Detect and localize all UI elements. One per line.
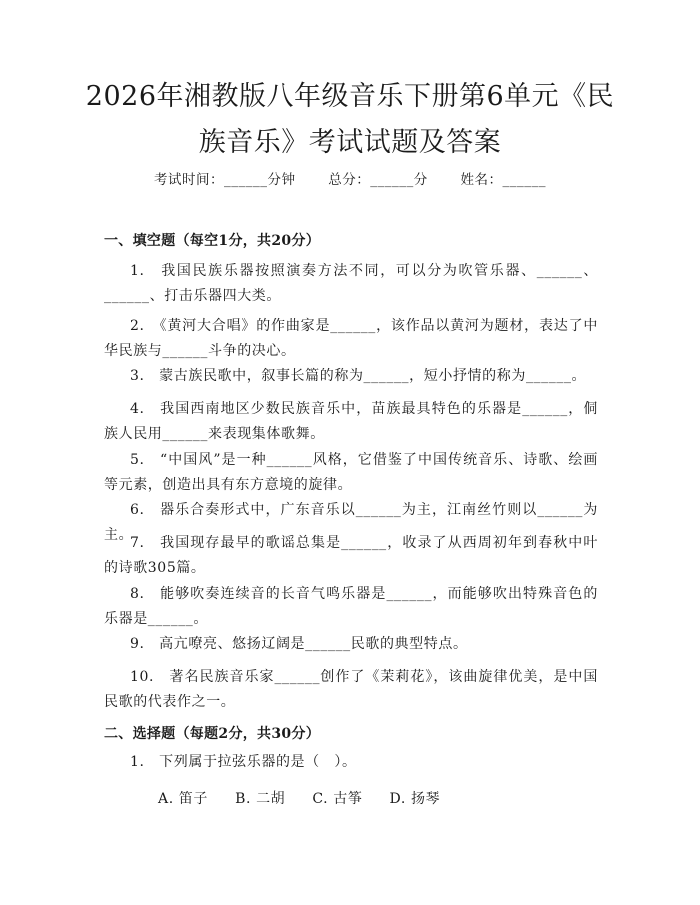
section-heading-fill-blank: 一、填空题（每空1分，共20分） — [104, 233, 321, 249]
question-3: 3. 蒙古族民歌中，叙事长篇的称为______，短小抒情的称为______。 — [130, 368, 587, 384]
title-line-1: 2026年湘教版八年级音乐下册第6单元《民 — [85, 81, 615, 112]
question-9: 9. 高亢嘹亮、悠扬辽阔是______民歌的典型特点。 — [130, 636, 468, 652]
question-6: 6. 器乐合奏形式中，广东音乐以______为主，江南丝竹则以______为主。 — [104, 502, 598, 543]
question-7: 7. 我国现存最早的歌谣总集是______，收录了从西周初年到春秋中叶的诗歌305篇。 — [104, 535, 598, 576]
question-1: 1. 我国民族乐器按照演奏方法不同，可以分为吹管乐器、______、______、打击乐器四大类。 — [104, 263, 598, 304]
section-heading-multiple-choice: 二、选择题（每题2分，共30分） — [104, 726, 321, 742]
question-8: 8. 能够吹奏连续音的长音气鸣乐器是______，而能够吹出特殊音色的乐器是______。 — [104, 586, 598, 627]
question-10: 10. 著名民族音乐家______创作了《茉莉花》，该曲旋律优美，是中国民歌的代表作之一。 — [104, 669, 598, 710]
choice-options — [158, 788, 462, 808]
option-c: C. 古筝 — [312, 791, 363, 807]
choice-question-1: 1. 下列属于拉弦乐器的是（ ）。 — [130, 754, 357, 770]
exam-meta — [0, 168, 700, 188]
question-5: 5. “中国风”是一种______风格，它借鉴了中国传统音乐、诗歌、绘画等元素，创造出具有东方意境的旋律。 — [104, 452, 598, 493]
student-name-field: 姓名：______ — [460, 172, 547, 188]
total-score-field: 总分：______分 — [328, 172, 428, 188]
question-4: 4. 我国西南地区少数民族音乐中，苗族最具特色的乐器是______，侗族人民用______来表现集体歌舞。 — [104, 401, 598, 442]
exam-time-field: 考试时间：______分钟 — [153, 172, 296, 188]
title-line-2: 族音乐》考试试题及答案 — [198, 127, 502, 158]
option-b: B. 二胡 — [235, 791, 286, 807]
option-d: D. 扬琴 — [389, 791, 441, 807]
document-title — [70, 74, 630, 166]
question-2: 2. 《黄河大合唱》的作曲家是______，该作品以黄河为题材，表达了中华民族与______斗争的决心。 — [104, 318, 598, 359]
option-a: A. 笛子 — [158, 791, 209, 807]
